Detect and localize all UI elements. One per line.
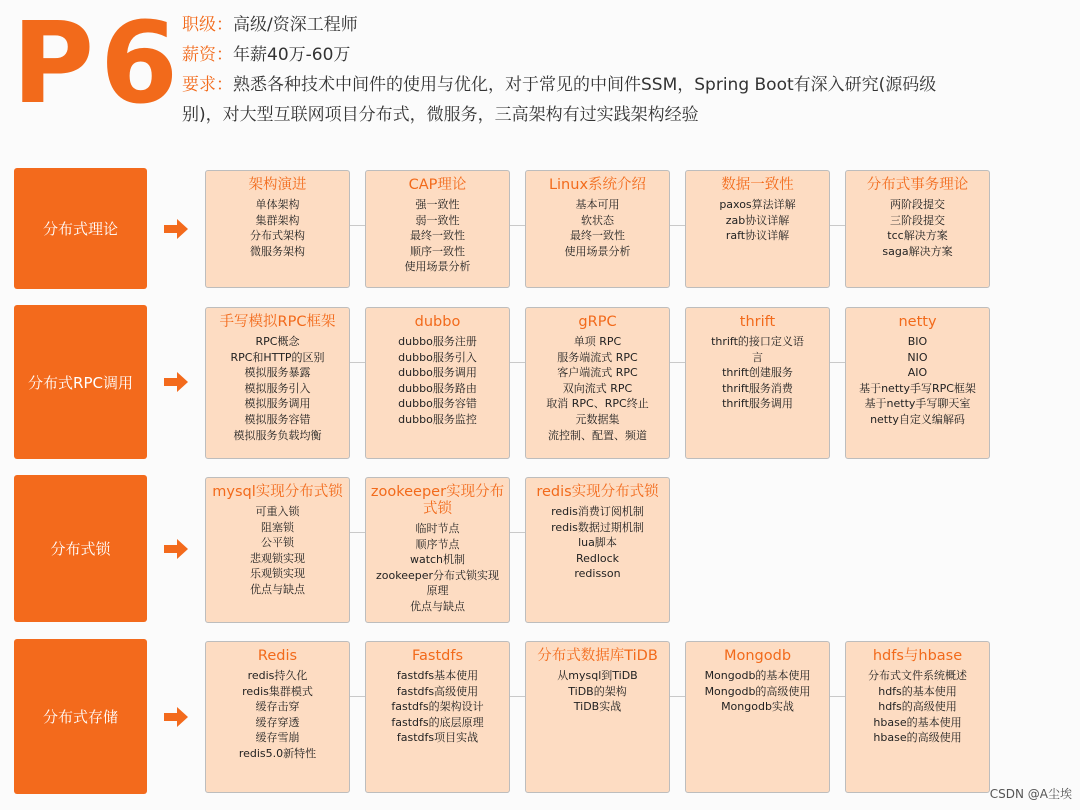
topic-item: thrift创建服务 [722, 366, 793, 380]
topic-item: 两阶段提交 [890, 198, 945, 211]
topic-item: NIO [907, 350, 928, 364]
topic-item: 模拟服务引入 [244, 381, 311, 395]
topic-title: 架构演进 [248, 177, 307, 193]
topic-item: 分布式文件系统概述 [868, 669, 967, 682]
topic-item: 临时节点 [415, 522, 460, 535]
category-block: 分布式锁 [14, 475, 147, 622]
topic-item: dubbo服务调用 [398, 366, 477, 380]
topic-item: 缓存雪崩 [255, 731, 300, 745]
topic-item: 单项 RPC [573, 335, 622, 348]
topic-item: saga解决方案 [882, 244, 953, 258]
category-block: 分布式存储 [14, 639, 147, 794]
arrow-right-icon [164, 539, 188, 559]
topic-item: 最终一致性 [570, 229, 625, 243]
topic-item: thrift的接口定义语 [711, 335, 804, 348]
topic-item: TiDB实战 [573, 700, 622, 714]
topic-item: 使用场景分析 [404, 260, 471, 274]
requirement-line [182, 70, 1002, 100]
topic-card [205, 170, 350, 288]
topic-item: fastdfs的架构设计 [391, 700, 484, 714]
topic-card [685, 170, 830, 288]
topic-title: hdfs与hbase [872, 648, 963, 664]
topic-item: 三阶段提交 [890, 213, 945, 227]
arrow-right-icon [164, 707, 188, 727]
topic-item: 悲观锁实现 [250, 551, 305, 565]
topic-title: zookeeper实现分布式锁 [370, 484, 505, 517]
topic-item: netty自定义编解码 [870, 412, 965, 426]
topic-item: 客户端流式 RPC [557, 366, 638, 380]
topic-item: fastdfs项目实战 [396, 731, 479, 745]
job-info [182, 10, 1002, 130]
topic-item: zab协议详解 [725, 213, 790, 227]
level-line [182, 10, 1002, 40]
topic-item: 双向流式 RPC [562, 381, 633, 395]
topic-item: RPC概念 [255, 335, 300, 348]
topic-item: 基于netty手写聊天室 [864, 397, 971, 411]
topic-item: dubbo服务路由 [398, 381, 477, 395]
topic-item: redis集群模式 [242, 684, 313, 698]
salary-line [182, 40, 1002, 70]
level-value: 高级/资深工程师 [233, 15, 358, 35]
topic-item: fastdfs基本使用 [396, 669, 479, 682]
topic-title: Linux系统介绍 [548, 177, 647, 193]
topic-title: Fastdfs [412, 648, 463, 664]
requirement-line-2 [182, 100, 1002, 130]
topic-card [205, 477, 350, 623]
topic-card [525, 477, 670, 623]
topic-item: 软状态 [581, 213, 614, 227]
topic-item: 模拟服务负载均衡 [233, 428, 322, 442]
topic-title: Redis [257, 648, 298, 664]
topic-item: hdfs的高级使用 [878, 700, 957, 714]
topic-item: fastdfs高级使用 [396, 684, 479, 698]
topic-title: 分布式数据库TiDB [537, 648, 658, 664]
category-block: 分布式理论 [14, 168, 147, 289]
topic-item: 模拟服务暴露 [244, 366, 311, 380]
topic-item: BIO [907, 335, 928, 348]
topic-item: hbase的高级使用 [873, 731, 962, 745]
topic-title: redis实现分布式锁 [536, 484, 659, 500]
topic-item: 优点与缺点 [250, 582, 305, 596]
topic-card [365, 170, 510, 288]
topic-card [685, 307, 830, 459]
topic-card [845, 170, 990, 288]
category-block: 分布式RPC调用 [14, 305, 147, 459]
topic-title: mysql实现分布式锁 [212, 484, 343, 500]
topic-title: 手写模拟RPC框架 [219, 314, 336, 330]
level-label: 职级： [182, 15, 233, 35]
topic-card [365, 307, 510, 459]
topic-item: 缓存穿透 [255, 715, 300, 729]
topic-item: redis5.0新特性 [238, 746, 317, 760]
arrow-right-icon [164, 219, 188, 239]
topic-title: CAP理论 [408, 177, 467, 193]
topic-item: redis持久化 [247, 669, 308, 682]
topic-item: 公平锁 [261, 536, 294, 550]
topic-item: Redlock [575, 551, 620, 565]
salary-value: 年薪40万-60万 [233, 45, 351, 65]
requirement-label: 要求： [182, 75, 233, 95]
topic-title: dubbo [414, 314, 461, 330]
topic-item: Mongodb实战 [721, 700, 794, 714]
topic-item: 顺序一致性 [410, 244, 465, 258]
topic-item: 缓存击穿 [255, 700, 300, 714]
topic-item: 使用场景分析 [564, 244, 631, 258]
topic-item: watch机制 [409, 553, 466, 567]
requirement-text-2: 别)，对大型互联网项目分布式，微服务，三高架构有过实践架构经验 [182, 105, 699, 125]
topic-card [685, 641, 830, 793]
topic-item: 基于netty手写RPC框架 [859, 381, 976, 395]
topic-item: thrift服务消费 [722, 381, 793, 395]
arrow-right-icon [164, 372, 188, 392]
topic-item: 单体架构 [255, 198, 300, 211]
topic-item: 言 [752, 350, 763, 364]
topic-item: redis数据过期机制 [551, 520, 644, 534]
topic-item: dubbo服务注册 [398, 335, 477, 348]
watermark: CSDN @A尘埃 [989, 787, 1072, 801]
topic-item: dubbo服务容错 [398, 397, 477, 411]
topic-title: netty [898, 314, 937, 330]
topic-card [365, 477, 510, 623]
topic-card [845, 641, 990, 793]
topic-item: 最终一致性 [410, 229, 465, 243]
topic-title: gRPC [578, 314, 617, 330]
topic-item: 取消 RPC、RPC终止 [546, 397, 649, 411]
topic-item: redisson [574, 567, 621, 581]
level-badge: P6 [12, 0, 185, 129]
topic-item: 基本可用 [575, 198, 620, 211]
topic-card [525, 641, 670, 793]
topic-card [205, 641, 350, 793]
topic-item: 乐观锁实现 [250, 567, 305, 581]
topic-item: Mongodb的高级使用 [704, 684, 811, 698]
topic-card [365, 641, 510, 793]
topic-item: thrift服务调用 [722, 397, 793, 411]
topic-item: 强一致性 [415, 198, 460, 211]
topic-item: 流控制、配置、频道 [548, 428, 647, 442]
topic-item: 模拟服务调用 [244, 397, 311, 411]
topic-title: 数据一致性 [721, 177, 794, 193]
salary-label: 薪资： [182, 45, 233, 65]
topic-item: zookeeper分布式锁实现 [375, 568, 500, 582]
topic-item: TiDB的架构 [568, 684, 627, 698]
topic-title: thrift [739, 314, 776, 330]
topic-item: tcc解决方案 [887, 229, 948, 243]
topic-item: 可重入锁 [255, 505, 300, 518]
topic-item: 分布式架构 [250, 229, 305, 243]
topic-item: 优点与缺点 [410, 599, 465, 613]
topic-item: 顺序节点 [415, 537, 460, 551]
topic-item: 模拟服务容错 [244, 412, 311, 426]
topic-item: dubbo服务引入 [398, 350, 477, 364]
topic-item: paxos算法详解 [719, 198, 796, 211]
topic-title: Mongodb [723, 648, 792, 664]
topic-item: Mongodb的基本使用 [704, 669, 811, 682]
topic-item: lua脚本 [578, 536, 617, 550]
topic-item: redis消费订阅机制 [551, 505, 644, 518]
topic-item: 服务端流式 RPC [557, 350, 638, 364]
topic-card [845, 307, 990, 459]
topic-card [525, 307, 670, 459]
topic-item: 阻塞锁 [261, 520, 294, 534]
topic-title: 分布式事务理论 [866, 177, 969, 193]
topic-item: 元数据集 [575, 412, 620, 426]
topic-card [525, 170, 670, 288]
topic-card [205, 307, 350, 459]
topic-item: AIO [907, 366, 928, 380]
topic-item: RPC和HTTP的区别 [230, 350, 325, 364]
topic-item: raft协议详解 [725, 229, 790, 243]
topic-item: fastdfs的底层原理 [391, 715, 484, 729]
topic-item: 微服务架构 [250, 244, 305, 258]
topic-item: 原理 [426, 584, 449, 598]
topic-item: hbase的基本使用 [873, 715, 962, 729]
topic-item: 集群架构 [255, 213, 300, 227]
topic-item: 从mysql到TiDB [557, 669, 638, 682]
topic-item: hdfs的基本使用 [878, 684, 957, 698]
topic-item: 弱一致性 [415, 213, 460, 227]
requirement-text-1: 熟悉各种技术中间件的使用与优化，对于常见的中间件SSM，Spring Boot有深入研究(源码级 [233, 75, 937, 95]
topic-item: dubbo服务监控 [398, 412, 477, 426]
